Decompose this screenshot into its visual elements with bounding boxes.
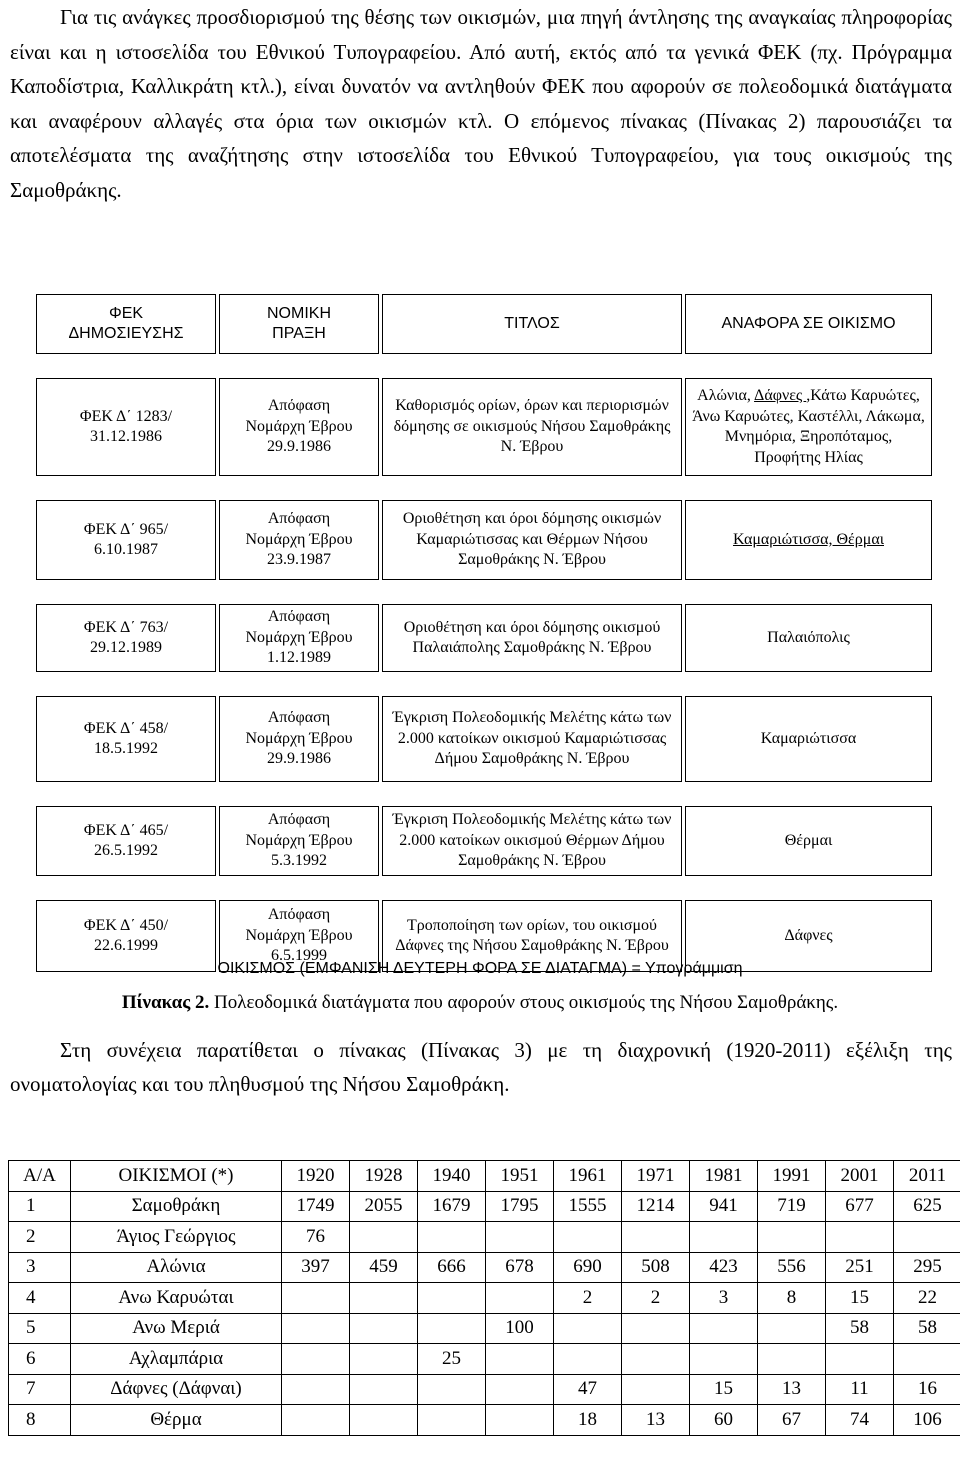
table-row [36, 500, 932, 580]
population-value: 8 [758, 1283, 826, 1314]
header-cell: 1920 [282, 1161, 350, 1192]
fek-number: ΦΕΚ Δ΄ 458/ [83, 719, 169, 737]
settlement-name: Άγιος Γεώργιος [71, 1222, 282, 1253]
table-row [9, 1374, 960, 1405]
population-value: 556 [758, 1252, 826, 1283]
population-value: 1555 [554, 1191, 622, 1222]
anafora-underlined: Δάφνες [754, 387, 807, 404]
table-row [36, 806, 932, 876]
population-value: 74 [826, 1405, 894, 1436]
table-row [9, 1283, 960, 1314]
settlement-name: Θέρμα [71, 1405, 282, 1436]
population-value: 459 [350, 1252, 418, 1283]
fek-number: ΦΕΚ Δ΄ 465/ [83, 821, 169, 839]
population-value: 508 [622, 1252, 690, 1283]
table-row [9, 1344, 960, 1375]
header-cell: 2011 [894, 1161, 960, 1192]
praxi-type: Απόφαση [267, 510, 331, 528]
population-value [282, 1344, 350, 1375]
population-value [554, 1222, 622, 1253]
cell-titlos: Τροποποίηση των ορίων, του οικισμού Δάφνες της Νήσου Σαμοθράκης Ν. Έβρου [382, 900, 682, 972]
settlement-name: Αλώνια [71, 1252, 282, 1283]
praxi-type: Απόφαση [267, 811, 331, 829]
praxi-date: 5.3.1992 [271, 852, 327, 870]
cell-fek [36, 378, 216, 476]
population-value: 13 [622, 1405, 690, 1436]
table-row [9, 1252, 960, 1283]
fek-date: 26.5.1992 [94, 842, 158, 859]
fek-number: ΦΕΚ Δ΄ 1283/ [79, 407, 173, 425]
praxi-type: Απόφαση [267, 906, 331, 924]
row-index: 7 [9, 1374, 71, 1405]
population-value [554, 1344, 622, 1375]
population-value: 76 [282, 1222, 350, 1253]
population-value: 666 [418, 1252, 486, 1283]
header-praxi [219, 294, 379, 354]
header-fek [36, 294, 216, 354]
header-cell: 1928 [350, 1161, 418, 1192]
settlement-name: Σαμοθράκη [71, 1191, 282, 1222]
population-value [690, 1313, 758, 1344]
population-value: 100 [486, 1313, 554, 1344]
population-value: 58 [894, 1313, 960, 1344]
cell-praxi [219, 378, 379, 476]
row-index: 5 [9, 1313, 71, 1344]
population-value [622, 1374, 690, 1405]
cell-anafora: Παλαιόπολις [685, 604, 932, 672]
decrees-table [33, 291, 935, 975]
fek-date: 6.10.1987 [94, 541, 158, 558]
row-index: 8 [9, 1405, 71, 1436]
header-titlos: ΤΙΤΛΟΣ [382, 294, 682, 354]
cell-anafora: Θέρμαι [685, 806, 932, 876]
population-value [758, 1313, 826, 1344]
cell-praxi [219, 500, 379, 580]
population-value [622, 1222, 690, 1253]
population-value [894, 1344, 960, 1375]
population-value: 397 [282, 1252, 350, 1283]
cell-praxi [219, 806, 379, 876]
row-index: 1 [9, 1191, 71, 1222]
header-praxi-line2: ΠΡΑΞΗ [272, 325, 326, 342]
praxi-date: 6.5.1999 [271, 947, 327, 965]
population-value: 2 [554, 1283, 622, 1314]
caption-text: Πολεοδομικά διατάγματα που αφορούν στους οικισμούς της Νήσου Σαμοθράκης. [209, 992, 839, 1013]
population-value: 67 [758, 1405, 826, 1436]
population-value: 47 [554, 1374, 622, 1405]
intro-paragraph: Για τις ανάγκες προσδιορισμού της θέσης των οικισμών, μια πηγή άντλησης της αναγκαίας πληροφορίας είναι και η ιστοσελίδα του Εθνικού Τυπογραφείου. Από αυτή, εκτός από τα γενικά ΦΕΚ (πχ. Πρόγραμμα Καποδίστρια, Καλλικράτη κτλ.), είναι δυνατόν να αντληθούν ΦΕΚ που αφορούν σε πολεοδομικά διατάγματα και αναφέρουν αλλαγές στα όρια των οικισμών κτλ. Ο επόμενος πίνακας (Πίνακας 2) παρουσιάζει τα αποτελέσματα της αναζήτησης στην ιστοσελίδα του Εθνικού Τυπογραφείου, για τους οικισμούς της Σαμοθράκης. [10, 5, 952, 202]
population-value [418, 1313, 486, 1344]
population-value: 690 [554, 1252, 622, 1283]
cell-fek [36, 806, 216, 876]
population-value: 941 [690, 1191, 758, 1222]
fek-number: ΦΕΚ Δ΄ 450/ [83, 916, 169, 934]
table-note: ΟΙΚΙΣΜΟΣ (ΕΜΦΑΝΙΣΗ ΔΕΥΤΕΡΗ ΦΟΡΑ ΣΕ ΔΙΑΤΑΓΜΑ) = Υπογράμμιση [217, 960, 743, 977]
population-value: 16 [894, 1374, 960, 1405]
cell-fek [36, 696, 216, 782]
header-cell: 1940 [418, 1161, 486, 1192]
fek-number: ΦΕΚ Δ΄ 965/ [83, 520, 169, 538]
population-value [486, 1405, 554, 1436]
praxi-type: Απόφαση [267, 397, 331, 415]
row-index: 2 [9, 1222, 71, 1253]
population-value [622, 1313, 690, 1344]
decrees-table-header [36, 294, 932, 354]
population-value [758, 1222, 826, 1253]
settlement-name: Αχλαμπάρια [71, 1344, 282, 1375]
population-value: 13 [758, 1374, 826, 1405]
population-value: 625 [894, 1191, 960, 1222]
anafora-text: Αλώνια, [697, 387, 755, 404]
praxi-authority: Νομάρχη Έβρου [245, 831, 353, 849]
population-value [622, 1344, 690, 1375]
header-cell: 1981 [690, 1161, 758, 1192]
fek-date: 31.12.1986 [90, 428, 162, 445]
population-value [690, 1222, 758, 1253]
population-value: 719 [758, 1191, 826, 1222]
population-value: 18 [554, 1405, 622, 1436]
population-value [282, 1283, 350, 1314]
population-value [350, 1344, 418, 1375]
population-value [486, 1222, 554, 1253]
population-value: 295 [894, 1252, 960, 1283]
population-value: 423 [690, 1252, 758, 1283]
cell-anafora: Δάφνες [685, 900, 932, 972]
cell-praxi [219, 604, 379, 672]
population-value [486, 1283, 554, 1314]
praxi-date: 29.9.1986 [267, 438, 331, 456]
population-value: 58 [826, 1313, 894, 1344]
population-table [8, 1160, 960, 1436]
fek-date: 22.6.1999 [94, 937, 158, 954]
praxi-date: 29.9.1986 [267, 750, 331, 768]
cell-titlos: Καθορισμός ορίων, όρων και περιορισμών δόμησης σε οικισμούς Νήσου Σαμοθράκης Ν. Έβρου [382, 378, 682, 476]
population-value [282, 1374, 350, 1405]
row-index: 4 [9, 1283, 71, 1314]
table-row [9, 1191, 960, 1222]
row-index: 6 [9, 1344, 71, 1375]
population-value [282, 1313, 350, 1344]
population-value [418, 1283, 486, 1314]
population-value: 15 [826, 1283, 894, 1314]
population-value [350, 1283, 418, 1314]
population-value: 3 [690, 1283, 758, 1314]
cell-fek [36, 500, 216, 580]
population-value: 15 [690, 1374, 758, 1405]
population-value [554, 1313, 622, 1344]
header-cell: ΟΙΚΙΣΜΟΙ (*) [71, 1161, 282, 1192]
population-value: 11 [826, 1374, 894, 1405]
header-praxi-line1: ΝΟΜΙΚΗ [267, 305, 331, 322]
population-value: 1214 [622, 1191, 690, 1222]
praxi-authority: Νομάρχη Έβρου [245, 417, 353, 435]
table-row [9, 1313, 960, 1344]
header-cell: 1971 [622, 1161, 690, 1192]
population-value [350, 1313, 418, 1344]
table-row [36, 378, 932, 476]
table-row [36, 696, 932, 782]
population-value [894, 1222, 960, 1253]
population-value [350, 1405, 418, 1436]
population-value: 25 [418, 1344, 486, 1375]
cell-titlos: Οριοθέτηση και όροι δόμησης οικισμού Παλαιάπολης Σαμοθράκης Ν. Έβρου [382, 604, 682, 672]
population-value: 1795 [486, 1191, 554, 1222]
population-value: 106 [894, 1405, 960, 1436]
header-cell: 1961 [554, 1161, 622, 1192]
table-caption [0, 992, 960, 1014]
header-cell: 1991 [758, 1161, 826, 1192]
population-value: 678 [486, 1252, 554, 1283]
population-value [826, 1344, 894, 1375]
population-value [486, 1344, 554, 1375]
praxi-date: 23.9.1987 [267, 551, 331, 569]
table-row [9, 1405, 960, 1436]
header-fek-line1: ΦΕΚ [108, 305, 144, 322]
row-index: 3 [9, 1252, 71, 1283]
cell-titlos: Έγκριση Πολεοδομικής Μελέτης κάτω των 2.000 κατοίκων οικισμού Θέρμων Δήμου Σαμοθράκης Ν. Έβρου [382, 806, 682, 876]
population-value: 1749 [282, 1191, 350, 1222]
header-fek-line2: ΔΗΜΟΣΙΕΥΣΗΣ [68, 325, 184, 342]
settlement-name: Ανω Μεριά [71, 1313, 282, 1344]
settlement-name: Ανω Καρυώται [71, 1283, 282, 1314]
anafora-underlined: Καμαριώτισσα, Θέρμαι [732, 530, 884, 548]
cell-anafora [685, 500, 932, 580]
cell-anafora: Καμαριώτισσα [685, 696, 932, 782]
population-value [350, 1222, 418, 1253]
fek-date: 18.5.1992 [94, 740, 158, 757]
population-value: 60 [690, 1405, 758, 1436]
fek-date: 29.12.1989 [90, 639, 162, 656]
population-value [486, 1374, 554, 1405]
praxi-type: Απόφαση [267, 709, 331, 727]
praxi-authority: Νομάρχη Έβρου [245, 628, 353, 646]
population-value: 251 [826, 1252, 894, 1283]
population-table-header [9, 1161, 960, 1192]
praxi-authority: Νομάρχη Έβρου [245, 729, 353, 747]
table-row [9, 1222, 960, 1253]
population-value: 22 [894, 1283, 960, 1314]
table-row [36, 604, 932, 672]
population-value: 2055 [350, 1191, 418, 1222]
population-value [350, 1374, 418, 1405]
population-value [418, 1405, 486, 1436]
praxi-authority: Νομάρχη Έβρου [245, 530, 353, 548]
population-value [758, 1344, 826, 1375]
population-value: 2 [622, 1283, 690, 1314]
cell-anafora [685, 378, 932, 476]
header-anafora: ΑΝΑΦΟΡΑ ΣΕ ΟΙΚΙΣΜΟ [685, 294, 932, 354]
population-value [418, 1374, 486, 1405]
population-value [418, 1222, 486, 1253]
header-cell: Α/Α [9, 1161, 71, 1192]
population-value: 1679 [418, 1191, 486, 1222]
fek-number: ΦΕΚ Δ΄ 763/ [83, 618, 169, 636]
population-value [690, 1344, 758, 1375]
anafora-text: ,Κάτω Καρυώτες, Άνω Καρυώτες, Καστέλλι, Λάκωμα, Μνημόρια, Ξηροπόταμος, Προφήτης Ηλίας [692, 387, 925, 466]
cell-fek [36, 604, 216, 672]
cell-titlos: Έγκριση Πολεοδομικής Μελέτης κάτω των 2.000 κατοίκων οικισμού Καμαριώτισσας Δήμου Σαμοθράκης Ν. Έβρου [382, 696, 682, 782]
praxi-type: Απόφαση [267, 608, 331, 626]
header-cell: 2001 [826, 1161, 894, 1192]
praxi-date: 1.12.1989 [267, 649, 331, 667]
population-value [282, 1405, 350, 1436]
cell-praxi [219, 696, 379, 782]
population-value: 677 [826, 1191, 894, 1222]
second-paragraph: Στη συνέχεια παρατίθεται ο πίνακας (Πίνακας 3) με τη διαχρονική (1920-2011) εξέλιξη της ονοματολογίας και του πληθυσμού της Νήσου Σαμοθράκη. [10, 1038, 952, 1096]
settlement-name: Δάφνες (Δάφναι) [71, 1374, 282, 1405]
population-value [826, 1222, 894, 1253]
caption-label: Πίνακας 2. [121, 992, 210, 1013]
praxi-authority: Νομάρχη Έβρου [245, 926, 353, 944]
header-cell: 1951 [486, 1161, 554, 1192]
cell-titlos: Οριοθέτηση και όροι δόμησης οικισμών Καμαριώτισσας και Θέρμων Νήσου Σαμοθράκης Ν. Έβρου [382, 500, 682, 580]
